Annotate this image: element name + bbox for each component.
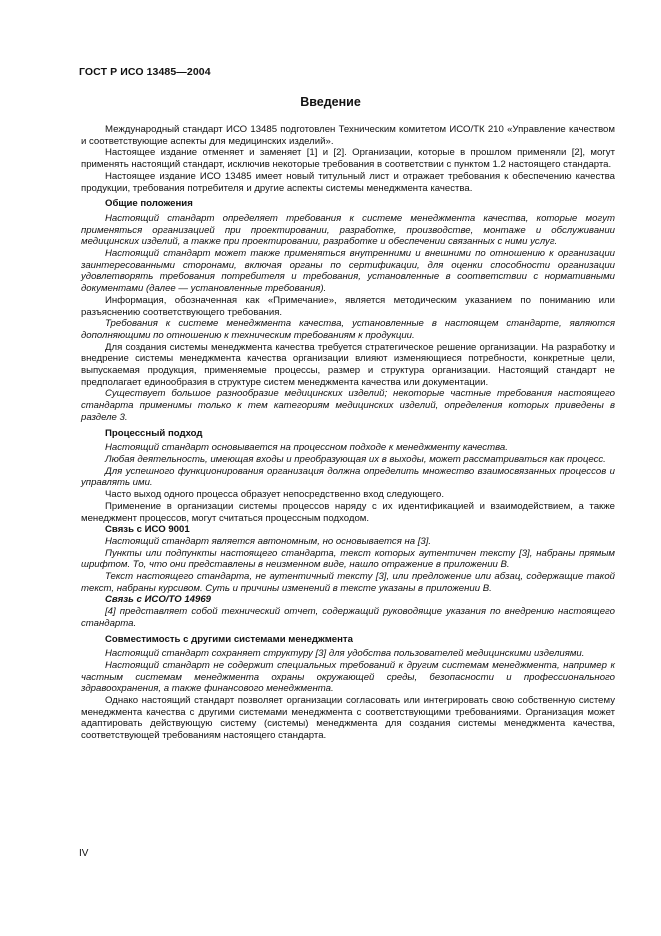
paragraph: Текст настоящего стандарта, не аутентичный тексту [3], или предложение или абзац, содержащие такой текст, набраны курсивом. Суть и причины изменений в тексте указаны в приложении В. [81, 571, 615, 594]
document-header: ГОСТ Р ИСО 13485—2004 [79, 66, 211, 78]
paragraph: Пункты или подпункты настоящего стандарта, текст которых аутентичен тексту [3], набраны прямым шрифтом. То, что они представлены в неизменном виде, нашло отражение в приложении В. [81, 547, 615, 571]
paragraph: [4] представляет собой технический отчет, содержащий руководящие указания по внедрению настоящего стандарта. [81, 606, 615, 629]
paragraph: Для создания системы менеджмента качества требуется стратегическое решение организации. На разработку и внедрение системы менеджмента качества организации влияют изменяющиеся потребности, конкретные цели, выпускаемая продукция, применяемые процессы, размер и структура организации. Настоящий стандарт не предполагает единообразия в структуре систем менеджмента качества или документации. [81, 341, 615, 388]
paragraph: Применение в организации системы процессов наряду с их идентификацией и взаимодействием, а также менеджмент процессов, могут считаться процессным подходом. [81, 500, 615, 524]
paragraph: Настоящее издание отменяет и заменяет [1] и [2]. Организации, которые в прошлом применяли [2], могут применять настоящий стандарт, исключив некоторые требования в соответствии с пунктом 1.2 настоящего стандарта. [81, 147, 615, 171]
section-heading-iso9001: Связь с ИСО 9001 [105, 524, 190, 536]
paragraph: Настоящий стандарт не содержит специальных требований к другим системам менеджмента, например к частным системам менеджмента охраны окружающей среды, безопасности и профессионального здравоохранения, а также финансового менеджмента. [81, 659, 615, 695]
paragraph: Настоящий стандарт основывается на процессном подходе к менеджменту качества. [105, 442, 508, 454]
page-number: IV [79, 848, 89, 859]
paragraph: Настоящий стандарт сохраняет структуру [3] для удобства пользователей медицинскими изделиями. [105, 648, 585, 660]
paragraph: Международный стандарт ИСО 13485 подготовлен Техническим комитетом ИСО/ТК 210 «Управление качеством и соответствующие аспекты для медицинских изделий». [81, 124, 615, 147]
section-heading-process: Процессный подход [105, 427, 203, 439]
paragraph: Существует большое разнообразие медицинских изделий; некоторые частные требования настоящего стандарта применимы только к тем категориям медицинских изделий, определения которых приведены в разделе 3. [81, 388, 615, 423]
paragraph: Однако настоящий стандарт позволяет организации согласовать или интегрировать свою собственную систему менеджмента качества с другими системами менеджмента с соответствующими требованиями. Организация может адаптировать действующую систему (системы) менеджмента для создания системы менеджмента качества, соответствующей требованиям настоящего стандарта. [81, 695, 615, 742]
paragraph: Настоящий стандарт может также применяться внутренними и внешними по отношению к организации заинтересованными сторонами, включая органы по сертификации, для оценки способности организации удовлетворять требования потребителя и требования, установленные в соответствии с нормативными документами (далее — установленные требования). [81, 248, 615, 295]
paragraph: Часто выход одного процесса образует непосредственно вход следующего. [105, 489, 444, 501]
paragraph: Настоящий стандарт определяет требования к системе менеджмента качества, которые могут применяться организацией при проектировании, разработке, производстве, монтаже и обслуживании медицинских изделий, а также при проектировании, разработке и обеспечении связанных с ними услуг. [81, 212, 615, 248]
paragraph: Для успешного функционирования организация должна определить множество взаимосвязанных процессов и управлять ими. [81, 465, 615, 489]
paragraph: Любая деятельность, имеющая входы и преобразующая их в выходы, может рассматриваться как процесс. [105, 453, 606, 465]
paragraph: Требования к системе менеджмента качества, установленные в настоящем стандарте, являются дополняющими по отношению к техническим требованиям к продукции. [81, 318, 615, 341]
section-heading-general: Общие положения [105, 198, 193, 210]
paragraph: Настоящий стандарт является автономным, но основывается на [3]. [105, 535, 432, 547]
section-heading-iso14969: Связь с ИСО/ТО 14969 [105, 594, 211, 606]
paragraph: Настоящее издание ИСО 13485 имеет новый титульный лист и отражает требования к обеспечению качества продукции, требования потребителя и другие аспекты системы менеджмента качества. [81, 170, 615, 194]
page-title: Введение [300, 95, 361, 109]
document-body [81, 124, 615, 742]
paragraph: Информация, обозначенная как «Примечание», является методическим указанием по пониманию или разъяснению соответствующего требования. [81, 294, 615, 318]
section-heading-compat: Совместимость с другими системами менеджмента [105, 633, 353, 645]
